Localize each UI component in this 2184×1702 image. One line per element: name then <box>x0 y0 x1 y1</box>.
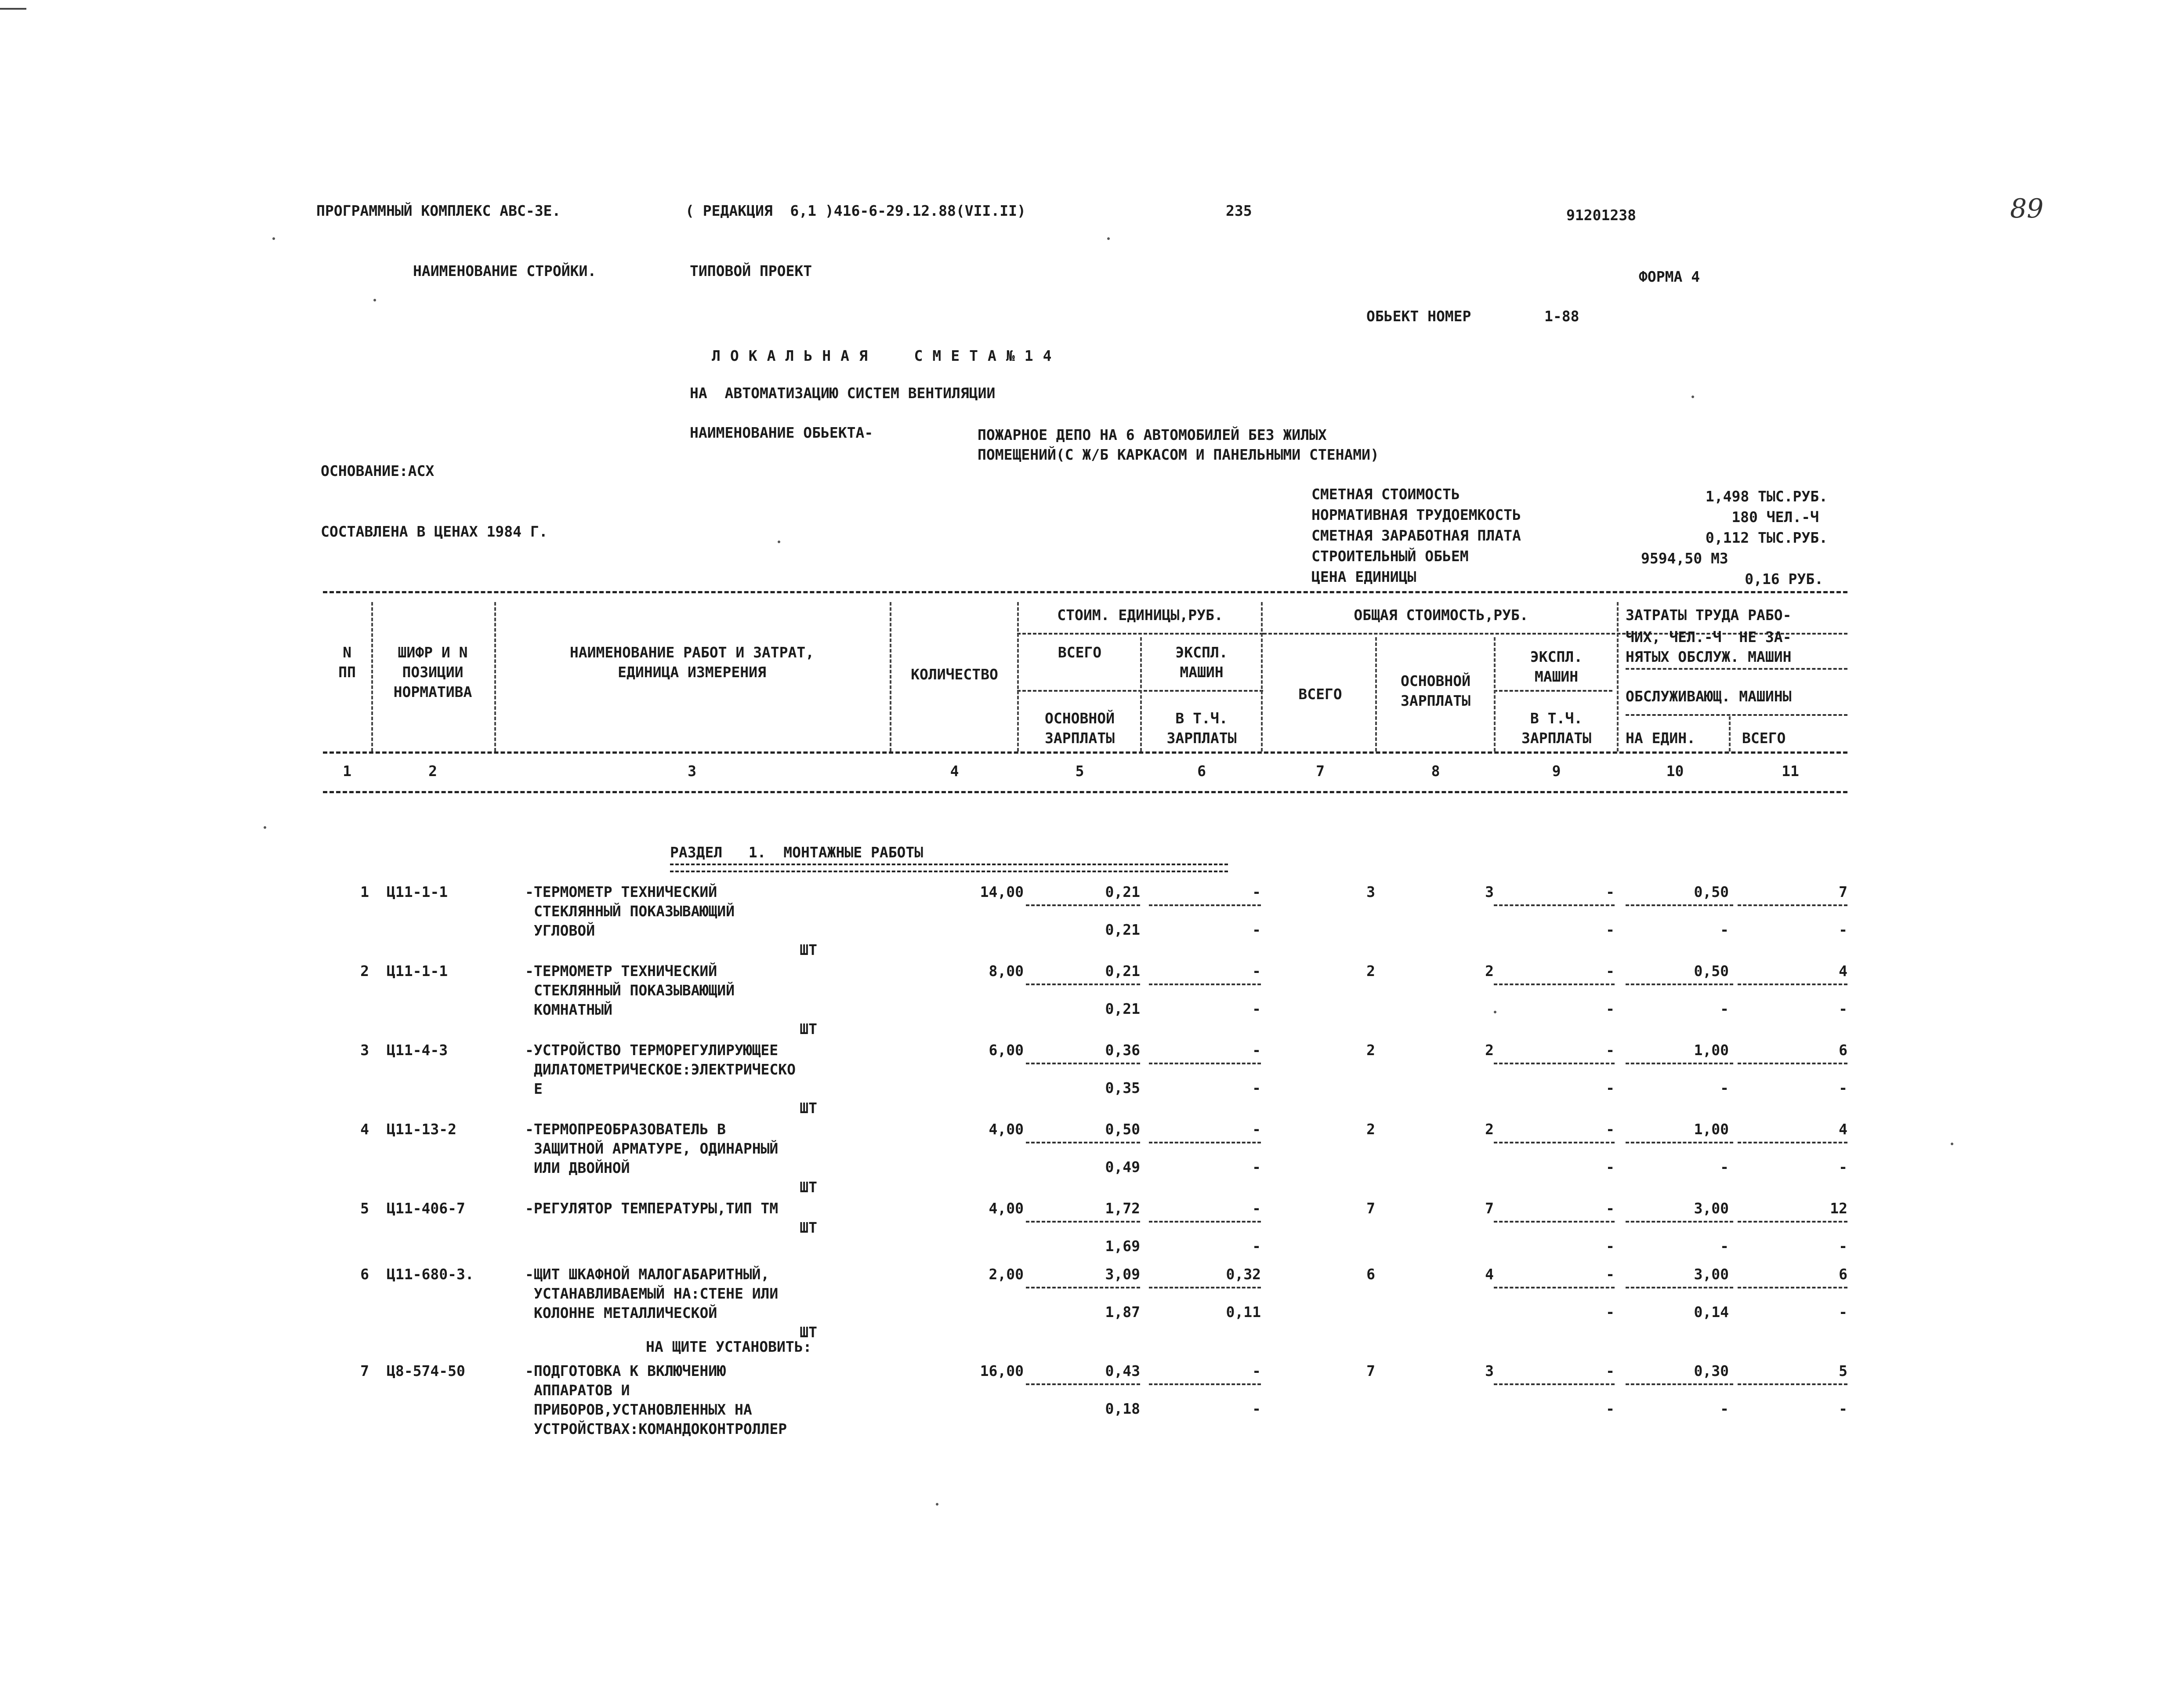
row-number: 6 <box>360 1266 369 1283</box>
basis: ОСНОВАНИЕ:АСХ <box>321 462 435 479</box>
colnum-7: 7 <box>1316 762 1325 780</box>
subtotal-rule <box>1494 904 1615 906</box>
row-name-line: -ТЕРМОМЕТР ТЕХНИЧЕСКИЙ <box>525 883 717 900</box>
summary-value-wage: 0,112 ТЫС.РУБ. <box>1705 529 1828 546</box>
row-labor-unit-2: - <box>1720 1158 1729 1176</box>
row-qty: 14,00 <box>980 883 1024 900</box>
subtotal-rule <box>1149 983 1261 985</box>
summary-label-labor: НОРМАТИВНАЯ ТРУДОЕМКОСТЬ <box>1311 506 1521 523</box>
row-labor-unit: 1,00 <box>1694 1121 1729 1138</box>
row-total-mach: - <box>1606 1362 1615 1379</box>
row-name-line: КОЛОННЕ МЕТАЛЛИЧЕСКОЙ <box>534 1304 717 1321</box>
row-labor-total: 4 <box>1839 1121 1847 1138</box>
row-unit-wage: 0,21 <box>1105 1000 1140 1017</box>
construction-value: ТИПОВОЙ ПРОЕКТ <box>690 262 812 279</box>
row-labor-unit: 3,00 <box>1694 1200 1729 1217</box>
row-total-wage: 2 <box>1485 962 1494 980</box>
row-unit: ШТ <box>800 941 817 958</box>
subtotal-rule <box>1494 1063 1615 1064</box>
object-number-label: ОБЬЕКТ НОМЕР <box>1366 308 1471 325</box>
row-labor-unit: 0,50 <box>1694 883 1729 900</box>
row-labor-unit-2: - <box>1720 1400 1729 1417</box>
subtotal-rule <box>1149 1221 1261 1223</box>
estimate-title: ЛОКАЛЬНАЯ СМЕТА№14 <box>712 347 1061 364</box>
row-name-line: СТЕКЛЯННЫЙ ПОКАЗЫВАЮЩИЙ <box>534 903 735 920</box>
row-unit-total: 0,21 <box>1105 883 1140 900</box>
row-labor-total: 4 <box>1839 962 1847 980</box>
col-pp-label: ПП <box>338 664 356 681</box>
row-labor-total: 6 <box>1839 1266 1847 1283</box>
colnum-9: 9 <box>1552 762 1561 780</box>
row-unit-mach: - <box>1252 962 1261 980</box>
row-unit-total: 0,36 <box>1105 1042 1140 1059</box>
colnum-5: 5 <box>1075 762 1084 780</box>
subtotal-rule <box>1026 1383 1140 1385</box>
col-name-label: НАИМЕНОВАНИЕ РАБОТ И ЗАТРАТ, <box>569 644 815 661</box>
handwritten-sheet-number: 89 <box>2010 193 2044 224</box>
row-unit-mach-wage: 0,11 <box>1226 1303 1261 1321</box>
colnum-2: 2 <box>428 762 437 780</box>
row-total-wage: 7 <box>1485 1200 1494 1217</box>
row-labor-unit: 0,30 <box>1694 1362 1729 1379</box>
row-labor-total-2: - <box>1839 1158 1847 1176</box>
col-qty-label: КОЛИЧЕСТВО <box>911 666 998 683</box>
row-code: Ц11-406-7 <box>387 1200 465 1217</box>
row-labor-unit: 1,00 <box>1694 1042 1729 1059</box>
row-unit-wage: 0,18 <box>1105 1400 1140 1417</box>
subtotal-rule <box>1026 1063 1140 1064</box>
row-unit-wage: 1,87 <box>1105 1303 1140 1321</box>
row-total-mach: - <box>1606 1121 1615 1138</box>
row-name-line: -ПОДГОТОВКА К ВКЛЮЧЕНИЮ <box>525 1362 726 1379</box>
row-labor-total: 7 <box>1839 883 1847 900</box>
row-unit-mach: - <box>1252 1200 1261 1217</box>
row-labor-unit: 0,50 <box>1694 962 1729 980</box>
row-labor-total: 5 <box>1839 1362 1847 1379</box>
row-code: Ц11-4-3 <box>387 1042 448 1059</box>
row-name-line: ДИЛАТОМЕТРИЧЕСКОЕ:ЭЛЕКТРИЧЕСКО <box>534 1061 796 1078</box>
col-code-label: ШИФР И N <box>398 644 468 661</box>
row-code: Ц11-13-2 <box>387 1121 456 1138</box>
row-unit-total: 0,50 <box>1105 1121 1140 1138</box>
subtotal-rule <box>1738 983 1847 985</box>
row-name-line: -ТЕРМОМЕТР ТЕХНИЧЕСКИЙ <box>525 962 717 980</box>
row-qty: 4,00 <box>989 1200 1024 1217</box>
row-total: 7 <box>1366 1200 1375 1217</box>
row-total-wage: 3 <box>1485 1362 1494 1379</box>
construction-label: НАИМЕНОВАНИЕ СТРОЙКИ. <box>413 262 597 279</box>
row-unit-mach-wage: - <box>1252 1000 1261 1017</box>
row-total: 7 <box>1366 1362 1375 1379</box>
row-total-mach: - <box>1606 1200 1615 1217</box>
row-qty: 4,00 <box>989 1121 1024 1138</box>
row-total-mach: - <box>1606 1042 1615 1059</box>
row-unit: ШТ <box>800 1100 817 1117</box>
subtotal-rule <box>1738 1287 1847 1288</box>
subtotal-rule <box>1626 1142 1733 1143</box>
row-total-mach-wage: - <box>1606 1400 1615 1417</box>
row-labor-total: 6 <box>1839 1042 1847 1059</box>
row-unit-mach: - <box>1252 1121 1261 1138</box>
object-number: 1-88 <box>1544 308 1579 325</box>
row-total-mach-wage: - <box>1606 1237 1615 1255</box>
row-unit-mach-wage: - <box>1252 1158 1261 1176</box>
prices-note: СОСТАВЛЕНА В ЦЕНАХ 1984 Г. <box>321 523 548 540</box>
row-labor-unit-2: - <box>1720 1000 1729 1017</box>
colnum-3: 3 <box>688 762 696 780</box>
row-labor-unit: 3,00 <box>1694 1266 1729 1283</box>
row-code: Ц11-1-1 <box>387 962 448 980</box>
edge-mark <box>0 8 26 10</box>
row-name-line: Е <box>534 1080 543 1097</box>
row-name-line: -ЩИТ ШКАФНОЙ МАЛОГАБАРИТНЫЙ, <box>525 1266 770 1283</box>
header-bottom-rule <box>323 751 1847 754</box>
row-total-wage: 3 <box>1485 883 1494 900</box>
row-number: 5 <box>360 1200 369 1217</box>
subtotal-rule <box>1494 983 1615 985</box>
row-unit-mach: - <box>1252 883 1261 900</box>
row-total-mach: - <box>1606 962 1615 980</box>
summary-label-volume: СТРОИТЕЛЬНЫЙ ОБЬЕМ <box>1311 548 1469 565</box>
row-qty: 6,00 <box>989 1042 1024 1059</box>
row-unit-total: 3,09 <box>1105 1266 1140 1283</box>
row-total-mach-wage: - <box>1606 1000 1615 1017</box>
row-total-wage: 2 <box>1485 1121 1494 1138</box>
object-name-label: НАИМЕНОВАНИЕ ОБЬЕКТА- <box>690 424 873 441</box>
colnum-10: 10 <box>1666 762 1684 780</box>
unit-cost-group-label: СТОИМ. ЕДИНИЦЫ,РУБ. <box>1057 606 1223 624</box>
row-prefix: НА ЩИТЕ УСТАНОВИТЬ: <box>646 1338 812 1355</box>
row-total-mach-wage: - <box>1606 1158 1615 1176</box>
colnum-8: 8 <box>1431 762 1440 780</box>
row-name-line: СТЕКЛЯННЫЙ ПОКАЗЫВАЮЩИЙ <box>534 982 735 999</box>
row-name-line: -ТЕРМОПРЕОБРАЗОВАТЕЛЬ В <box>525 1121 726 1138</box>
subtotal-rule <box>1149 1063 1261 1064</box>
subtotal-rule <box>1738 1221 1847 1223</box>
row-unit: ШТ <box>800 1020 817 1038</box>
row-labor-total-2: - <box>1839 1303 1847 1321</box>
row-name-line: ЗАЩИТНОЙ АРМАТУРЕ, ОДИНАРНЫЙ <box>534 1140 779 1157</box>
row-labor-total-2: - <box>1839 921 1847 938</box>
subtotal-rule <box>1738 1142 1847 1143</box>
row-name-line: -РЕГУЛЯТОР ТЕМПЕРАТУРЫ,ТИП ТМ <box>525 1200 779 1217</box>
row-name-line: УСТРОЙСТВАХ:КОМАНДОКОНТРОЛЛЕР <box>534 1420 787 1437</box>
row-total-mach-wage: - <box>1606 921 1615 938</box>
row-unit-mach-wage: - <box>1252 921 1261 938</box>
subtotal-rule <box>1026 983 1140 985</box>
row-name-line: КОМНАТНЫЙ <box>534 1001 612 1018</box>
colnum-bottom-rule <box>323 791 1847 793</box>
section-underline <box>670 864 1228 872</box>
subtotal-rule <box>1626 1221 1733 1223</box>
row-unit: ШТ <box>800 1324 817 1341</box>
row-labor-unit-2: 0,14 <box>1694 1303 1729 1321</box>
row-unit-wage: 1,69 <box>1105 1237 1140 1255</box>
row-name-line: ИЛИ ДВОЙНОЙ <box>534 1159 630 1176</box>
subtotal-rule <box>1494 1142 1615 1143</box>
header-top-rule <box>323 591 1847 593</box>
row-number: 1 <box>360 883 369 900</box>
row-labor-total-2: - <box>1839 1079 1847 1096</box>
subtotal-rule <box>1149 1383 1261 1385</box>
row-total: 2 <box>1366 1042 1375 1059</box>
edition-info: ( РЕДАКЦИЯ 6,1 )416-6-29.12.88(VII.II) <box>685 202 1026 219</box>
subtotal-rule <box>1626 904 1733 906</box>
subtotal-rule <box>1494 1221 1615 1223</box>
row-unit-total: 1,72 <box>1105 1200 1140 1217</box>
subtotal-rule <box>1738 1063 1847 1064</box>
row-labor-total-2: - <box>1839 1237 1847 1255</box>
subtotal-rule <box>1738 1383 1847 1385</box>
row-name-line: ПРИБОРОВ,УСТАНОВЛЕННЫХ НА <box>534 1401 752 1418</box>
row-labor-total-2: - <box>1839 1400 1847 1417</box>
row-unit-total: 0,43 <box>1105 1362 1140 1379</box>
subtotal-rule <box>1626 1383 1733 1385</box>
col-n-label: N <box>343 644 351 661</box>
subtotal-rule <box>1026 1142 1140 1143</box>
subtotal-rule <box>1494 1287 1615 1288</box>
subtotal-rule <box>1026 1287 1140 1288</box>
summary-value-volume: 9594,50 М3 <box>1641 550 1728 567</box>
object-name-line1: ПОЖАРНОЕ ДЕПО НА 6 АВТОМОБИЛЕЙ БЕЗ ЖИЛЫХ <box>978 426 1327 443</box>
row-unit: ШТ <box>800 1179 817 1196</box>
row-total: 3 <box>1366 883 1375 900</box>
summary-value-cost: 1,498 ТЫС.РУБ. <box>1705 488 1828 505</box>
row-qty: 8,00 <box>989 962 1024 980</box>
object-name-line2: ПОМЕЩЕНИЙ(С Ж/Б КАРКАСОМ И ПАНЕЛЬНЫМИ СТЕНАМИ) <box>978 446 1379 463</box>
row-name-line: УСТАНАВЛИВАЕМЫЙ НА:СТЕНЕ ИЛИ <box>534 1285 779 1302</box>
row-labor-unit-2: - <box>1720 1237 1729 1255</box>
program-name: ПРОГРАММНЫЙ КОМПЛЕКС АВС-3Е. <box>316 202 561 219</box>
row-total-mach-wage: - <box>1606 1079 1615 1096</box>
page-number: 235 <box>1226 202 1252 219</box>
colnum-4: 4 <box>950 762 959 780</box>
row-unit-mach: 0,32 <box>1226 1266 1261 1283</box>
row-number: 2 <box>360 962 369 980</box>
row-unit: ШТ <box>800 1219 817 1236</box>
subtotal-rule <box>1626 1287 1733 1288</box>
form-label: ФОРМА 4 <box>1639 268 1700 285</box>
row-labor-total: 12 <box>1830 1200 1847 1217</box>
subtotal-rule <box>1738 904 1847 906</box>
row-labor-total-2: - <box>1839 1000 1847 1017</box>
row-total-wage: 4 <box>1485 1266 1494 1283</box>
labor-group-label: ЗАТРАТЫ ТРУДА РАБО- <box>1626 606 1792 624</box>
row-unit-mach-wage: - <box>1252 1400 1261 1417</box>
row-unit-mach-wage: - <box>1252 1237 1261 1255</box>
summary-label-cost: СМЕТНАЯ СТОИМОСТЬ <box>1311 486 1460 503</box>
colnum-11: 11 <box>1782 762 1799 780</box>
row-unit-wage: 0,35 <box>1105 1079 1140 1096</box>
row-qty: 2,00 <box>989 1266 1024 1283</box>
subtotal-rule <box>1149 1142 1261 1143</box>
row-total: 6 <box>1366 1266 1375 1283</box>
row-total: 2 <box>1366 962 1375 980</box>
subtotal-rule <box>1149 904 1261 906</box>
subtotal-rule <box>1149 1287 1261 1288</box>
summary-value-unit-price: 0,16 РУБ. <box>1745 570 1823 588</box>
subtotal-rule <box>1494 1383 1615 1385</box>
row-number: 3 <box>360 1042 369 1059</box>
row-name-line: АППАРАТОВ И <box>534 1382 630 1399</box>
summary-label-unit-price: ЦЕНА ЕДИНИЦЫ <box>1311 568 1416 585</box>
document-code: 91201238 <box>1566 207 1636 224</box>
section-title: РАЗДЕЛ 1. МОНТАЖНЫЕ РАБОТЫ <box>670 844 924 861</box>
row-name-line: -УСТРОЙСТВО ТЕРМОРЕГУЛИРУЮЩЕЕ <box>525 1042 779 1059</box>
colnum-6: 6 <box>1197 762 1206 780</box>
total-cost-group-label: ОБЩАЯ СТОИМОСТЬ,РУБ. <box>1354 606 1528 624</box>
row-labor-unit-2: - <box>1720 921 1729 938</box>
subtotal-rule <box>1626 1063 1733 1064</box>
row-number: 4 <box>360 1121 369 1138</box>
row-labor-unit-2: - <box>1720 1079 1729 1096</box>
row-total-mach-wage: - <box>1606 1303 1615 1321</box>
summary-value-labor: 180 ЧЕЛ.-Ч <box>1731 508 1819 526</box>
subtotal-rule <box>1026 904 1140 906</box>
row-code: Ц11-680-3. <box>387 1266 474 1283</box>
row-unit-total: 0,21 <box>1105 962 1140 980</box>
row-total-mach: - <box>1606 1266 1615 1283</box>
row-unit-mach: - <box>1252 1362 1261 1379</box>
row-unit-mach: - <box>1252 1042 1261 1059</box>
row-unit-mach-wage: - <box>1252 1079 1261 1096</box>
estimate-subtitle: НА АВТОМАТИЗАЦИЮ СИСТЕМ ВЕНТИЛЯЦИИ <box>690 385 996 402</box>
row-total: 2 <box>1366 1121 1375 1138</box>
row-code: Ц8-574-50 <box>387 1362 465 1379</box>
row-unit-wage: 0,49 <box>1105 1158 1140 1176</box>
row-name-line: УГЛОВОЙ <box>534 922 595 939</box>
row-qty: 16,00 <box>980 1362 1024 1379</box>
row-total-mach: - <box>1606 883 1615 900</box>
summary-label-wage: СМЕТНАЯ ЗАРАБОТНАЯ ПЛАТА <box>1311 527 1521 544</box>
row-code: Ц11-1-1 <box>387 883 448 900</box>
row-unit-wage: 0,21 <box>1105 921 1140 938</box>
row-number: 7 <box>360 1362 369 1379</box>
subtotal-rule <box>1626 983 1733 985</box>
subtotal-rule <box>1026 1221 1140 1223</box>
row-total-wage: 2 <box>1485 1042 1494 1059</box>
colnum-1: 1 <box>343 762 351 780</box>
